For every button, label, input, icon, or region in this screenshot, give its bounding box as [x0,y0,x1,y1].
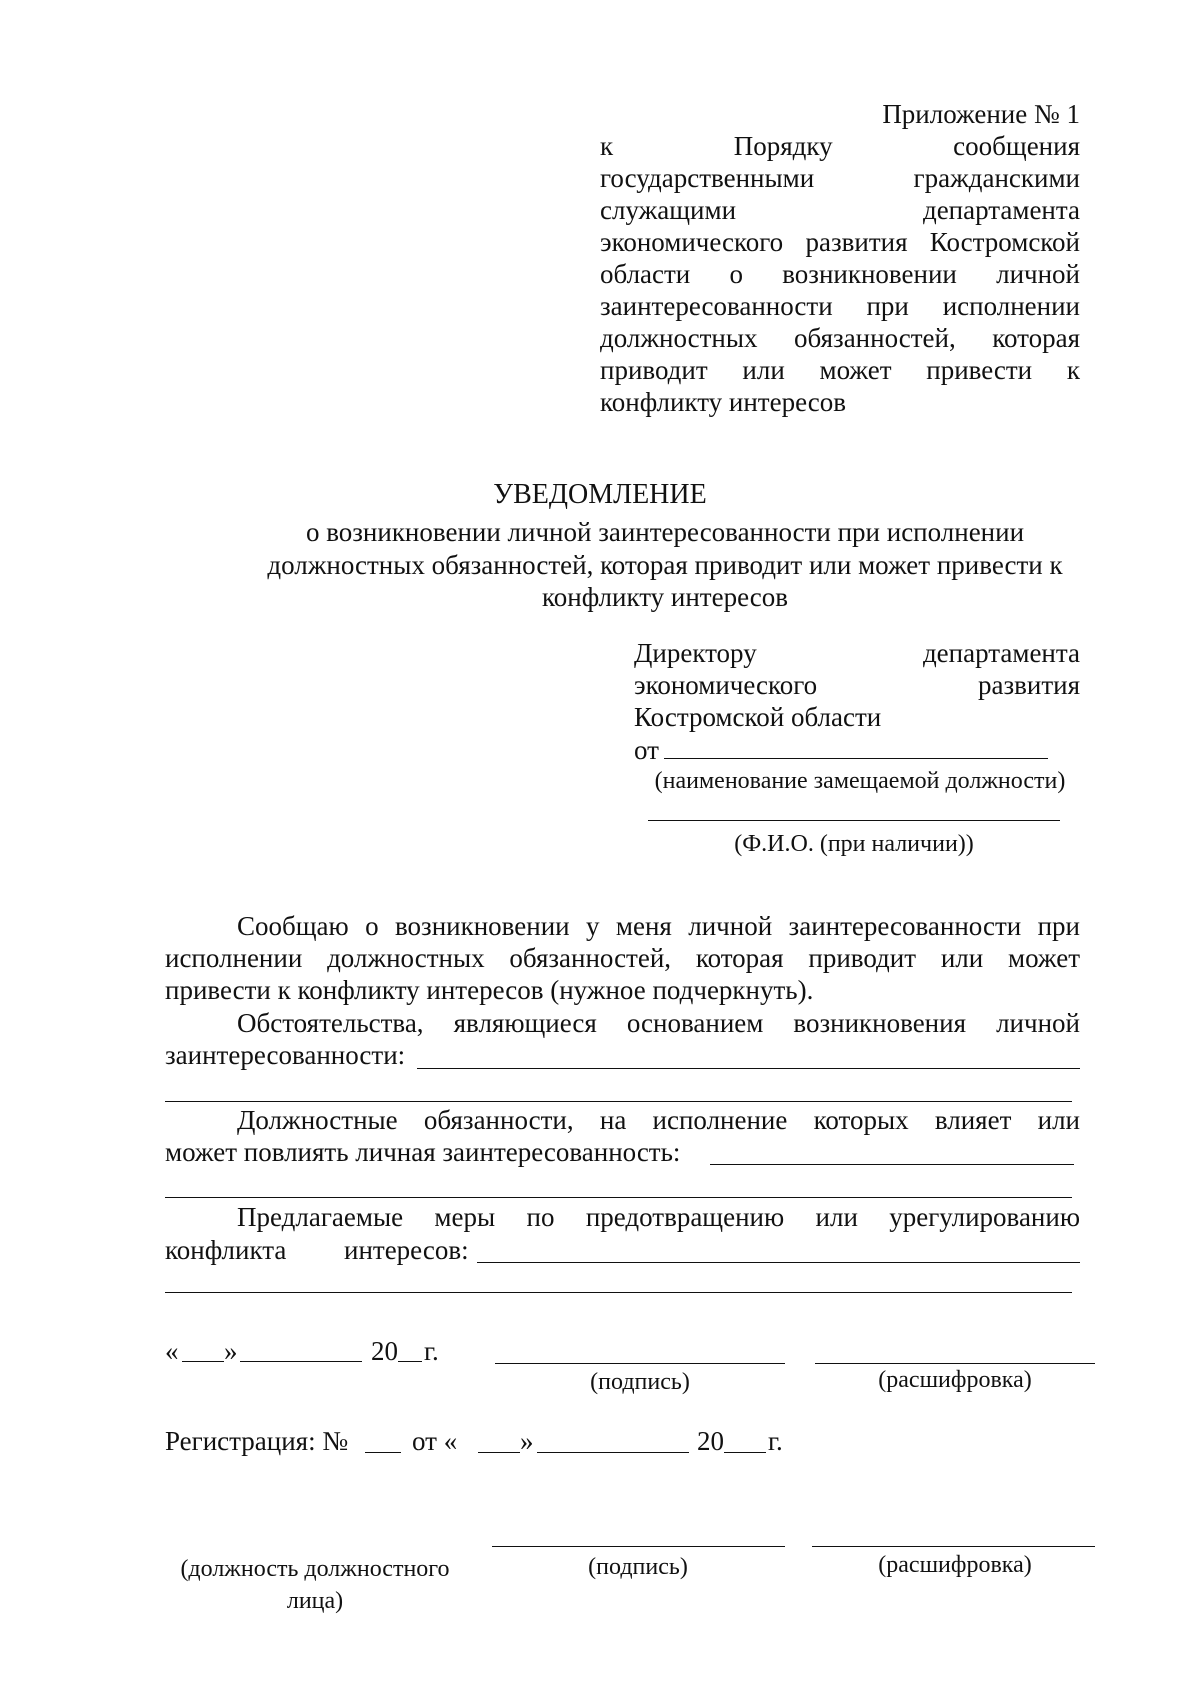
registration-from: от « [412,1426,458,1456]
registration-number-field[interactable] [365,1452,401,1453]
official-caption-line: лица) [286,1588,344,1614]
annex-line: заинтересованности при исполнении [600,291,1080,321]
circumstances-field-2[interactable] [165,1101,1072,1102]
measures-field-2[interactable] [165,1292,1072,1293]
annex-line: к Порядку сообщения [600,131,1080,161]
annex-line: конфликту интересов [600,387,846,417]
addressee-line: экономического развития [634,670,1080,700]
registration-label: Регистрация: № [165,1426,349,1456]
registration-close-quote: » [520,1426,534,1456]
registration-day-field[interactable] [478,1452,520,1453]
heading-line-2: должностных обязанностей, которая приводит или может привести к [267,550,1063,580]
position-caption: (наименование замещаемой должности) [654,768,1066,794]
p1-line: Сообщаю о возникновении у меня личной заинтересованности при [237,911,1080,941]
annex-line: служащими департамента [600,195,1080,225]
annex-text [600,130,1080,418]
date-month-field[interactable] [240,1361,362,1362]
p2-label: заинтересованности: [165,1040,406,1070]
addressee-line: Директору департамента [634,638,1080,668]
date-close-quote: » [224,1336,238,1366]
addressee-block [634,637,1080,733]
heading-line-1: о возникновении личной заинтересованности при исполнении [305,517,1025,547]
annex-line: приводит или может привести к [600,355,1080,385]
measures-field[interactable] [477,1262,1080,1263]
fio-caption: (Ф.И.О. (при наличии)) [734,831,974,857]
registration-month-field[interactable] [537,1452,689,1453]
p4-line: Предлагаемые меры по предотвращению или урегулированию [237,1202,1080,1232]
document-title: УВЕДОМЛЕНИЕ [493,479,707,510]
date-year-suffix: г. [424,1336,439,1366]
p1-line: привести к конфликту интересов (нужное подчеркнуть). [165,975,814,1005]
position-field[interactable] [664,758,1048,759]
p1-line: исполнении должностных обязанностей, которая приводит или может [165,943,1080,973]
official-decode-field[interactable] [812,1546,1095,1547]
p3-line: Должностные обязанности, на исполнение которых влияет или [237,1105,1080,1135]
annex-line: государственными гражданскими [600,163,1080,193]
date-year-field[interactable] [398,1361,422,1362]
official-signature-field[interactable] [492,1546,785,1547]
signature-caption: (подпись) [590,1369,690,1395]
body-block [165,910,1080,1006]
annex-line: области о возникновении личной [600,259,1080,289]
duties-field-2[interactable] [165,1197,1072,1198]
registration-year-prefix: 20 [697,1426,724,1456]
p2-line: Обстоятельства, являющиеся основанием возникновения личной [237,1008,1080,1038]
date-year-prefix: 20 [371,1336,398,1366]
annex-line: должностных обязанностей, которая [600,323,1080,353]
from-label: от [634,735,659,765]
p4-label-a: конфликта [165,1235,287,1265]
decode-caption: (расшифровка) [878,1367,1032,1393]
official-caption-line: (должность должностного [180,1556,450,1582]
signature-field[interactable] [495,1363,785,1364]
addressee-line: Костромской области [634,702,882,732]
duties-field[interactable] [710,1164,1074,1165]
heading-line-3: конфликту интересов [542,582,788,612]
registration-year-suffix: г. [768,1426,783,1456]
p4-label-b: интересов: [344,1235,469,1265]
official-signature-caption: (подпись) [588,1554,688,1580]
annex-title: Приложение № 1 [882,99,1080,129]
official-decode-caption: (расшифровка) [878,1552,1032,1578]
date-open-quote: « [165,1336,179,1366]
annex-line: экономического развития Костромской [600,227,1080,257]
registration-year-field[interactable] [724,1452,766,1453]
p3-label: может повлиять личная заинтересованность: [165,1137,681,1167]
decode-field[interactable] [815,1363,1095,1364]
official-position-caption [165,1555,465,1615]
date-day-field[interactable] [182,1361,224,1362]
fio-field[interactable] [648,820,1060,821]
circumstances-field[interactable] [417,1068,1080,1069]
